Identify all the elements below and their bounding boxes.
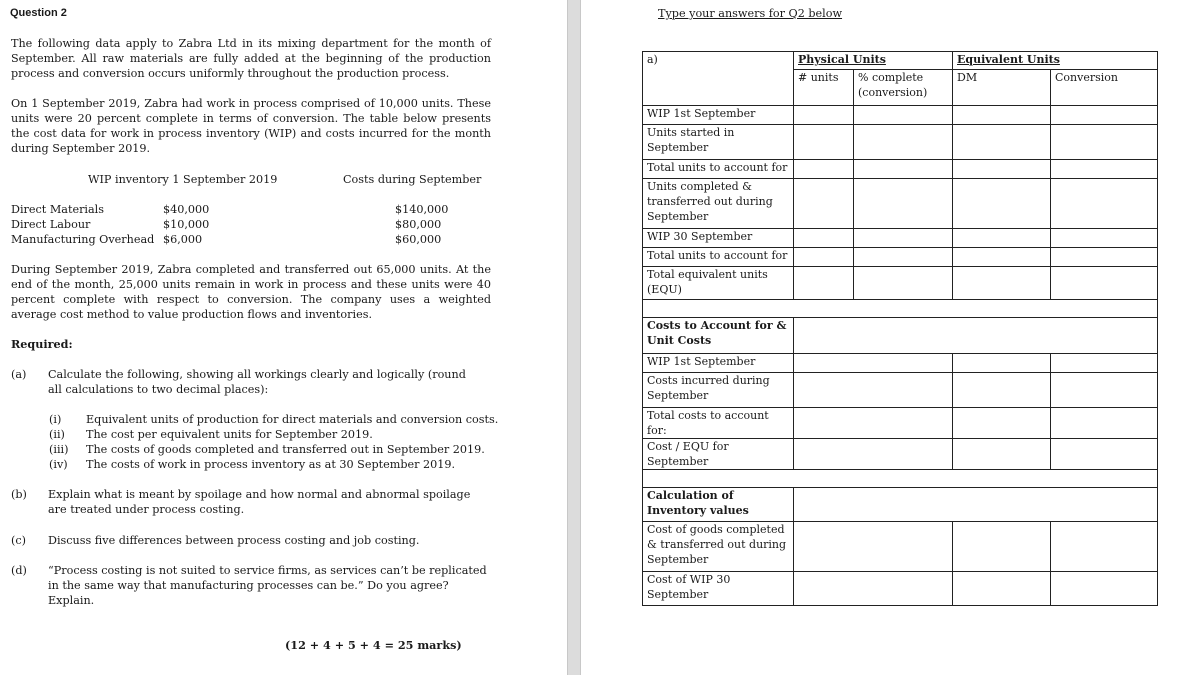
row-label: Cost / EQU for September (643, 439, 794, 470)
answer-cell[interactable] (953, 248, 1051, 267)
sub-text: Equivalent units of production for direct materials and conversion costs. (86, 413, 499, 426)
answer-cell[interactable] (1051, 179, 1158, 229)
answer-cell[interactable] (794, 267, 854, 300)
answer-cell[interactable] (794, 488, 1158, 522)
answer-cell[interactable] (854, 160, 953, 179)
answer-cell[interactable] (794, 439, 953, 470)
conversion-col-header: Conversion (1051, 70, 1158, 106)
answer-cell[interactable] (1051, 439, 1158, 470)
answer-cell[interactable] (1051, 354, 1158, 373)
answer-cell[interactable] (953, 373, 1051, 408)
costs-column-header: Costs during September (343, 173, 482, 186)
part-c-label: (c) (11, 534, 26, 547)
part-a-label: (a) (11, 368, 27, 381)
sub-text: The costs of work in process inventory as at 30 September 2019. (86, 458, 456, 471)
answer-cell[interactable] (1051, 160, 1158, 179)
cost-row-wip: $6,000 (163, 233, 203, 246)
answer-cell[interactable] (953, 408, 1051, 439)
spacer-row (643, 300, 1158, 318)
answer-cell[interactable] (794, 229, 854, 248)
answer-cell[interactable] (1051, 125, 1158, 160)
row-label: WIP 1st September (643, 354, 794, 373)
answer-cell[interactable] (794, 179, 854, 229)
spacer-row (643, 470, 1158, 488)
answer-cell[interactable] (794, 572, 953, 606)
cost-row-label: Direct Labour (11, 218, 91, 231)
cost-row-label: Manufacturing Overhead (11, 233, 155, 246)
physical-units-header: Physical Units (794, 52, 953, 70)
part-a-text: Calculate the following, showing all workings clearly and logically (round all calculations to two decimal places): (48, 368, 466, 396)
row-label: Total units to account for (643, 248, 794, 267)
row-label: Cost of goods completed & transferred out during September (643, 522, 794, 572)
answer-cell[interactable] (953, 160, 1051, 179)
row-label: Total equivalent units (EQU) (643, 267, 794, 300)
row-label: Total units to account for (643, 160, 794, 179)
answer-cell[interactable] (1051, 408, 1158, 439)
answer-cell[interactable] (953, 572, 1051, 606)
answer-cell[interactable] (953, 179, 1051, 229)
row-label: Total costs to account for: (643, 408, 794, 439)
cost-row-label: Direct Materials (11, 203, 104, 216)
answer-cell[interactable] (953, 125, 1051, 160)
cost-row-cost: $140,000 (395, 203, 449, 216)
marks-summary: (12 + 4 + 5 + 4 = 25 marks) (285, 638, 462, 652)
sub-number: (ii) (49, 428, 65, 441)
wip-column-header: WIP inventory 1 September 2019 (88, 173, 278, 186)
cost-row-cost: $80,000 (395, 218, 442, 231)
required-heading: Required: (11, 337, 73, 351)
row-label: WIP 30 September (643, 229, 794, 248)
question-title: Question 2 (10, 7, 67, 19)
sub-text: The costs of goods completed and transferred out in September 2019. (86, 443, 485, 456)
answer-page (581, 0, 1188, 675)
part-d-text: “Process costing is not suited to service firms, as services can’t be replicated in the same way that manufacturing processes can be.” Do you agree? Explain. (48, 564, 487, 607)
answer-cell[interactable] (1051, 106, 1158, 125)
answer-cell[interactable] (794, 354, 953, 373)
part-b-label: (b) (11, 488, 27, 501)
sub-number: (iii) (49, 443, 69, 456)
answer-cell[interactable] (1051, 267, 1158, 300)
intro-paragraph: The following data apply to Zabra Ltd in its mixing department for the month of September. All raw materials are fully added at the beginning of the production process and conversion occurs uniformly throughout the production process. (11, 37, 491, 80)
answer-cell[interactable] (953, 522, 1051, 572)
answer-cell[interactable] (854, 106, 953, 125)
answer-cell[interactable] (953, 354, 1051, 373)
row-label: Cost of WIP 30 September (643, 572, 794, 606)
sub-number: (i) (49, 413, 62, 426)
part-a-marker: a) (647, 53, 658, 66)
sub-number: (iv) (49, 458, 68, 471)
answer-cell[interactable] (953, 106, 1051, 125)
question-page (0, 0, 567, 675)
answer-cell[interactable] (794, 373, 953, 408)
answer-cell[interactable] (1051, 248, 1158, 267)
answer-cell[interactable] (953, 229, 1051, 248)
section-header: Calculation of Inventory values (643, 488, 794, 522)
part-c-text: Discuss five differences between process costing and job costing. (48, 534, 420, 547)
answer-cell[interactable] (1051, 572, 1158, 606)
answer-cell[interactable] (854, 248, 953, 267)
equivalent-units-header: Equivalent Units (953, 52, 1158, 70)
section-header: Costs to Account for & Unit Costs (643, 318, 794, 354)
answer-table (642, 51, 1158, 606)
units-col-header: # units (794, 70, 854, 106)
cost-row-cost: $60,000 (395, 233, 442, 246)
answer-cell[interactable] (854, 229, 953, 248)
page-gutter (567, 0, 581, 675)
row-label: Costs incurred during September (643, 373, 794, 408)
answer-cell[interactable] (953, 439, 1051, 470)
complete-col-header: % complete (conversion) (854, 70, 953, 106)
answer-cell[interactable] (1051, 373, 1158, 408)
answer-cell[interactable] (1051, 229, 1158, 248)
part-d-label: (d) (11, 564, 27, 577)
answer-cell[interactable] (794, 106, 854, 125)
answer-title: Type your answers for Q2 below (658, 7, 843, 20)
answer-cell[interactable] (794, 522, 953, 572)
answer-cell[interactable] (794, 318, 1158, 354)
answer-cell[interactable] (854, 179, 953, 229)
answer-cell[interactable] (953, 267, 1051, 300)
answer-cell[interactable] (1051, 522, 1158, 572)
part-b-text: Explain what is meant by spoilage and how normal and abnormal spoilage are treated under process costing. (48, 488, 471, 516)
dm-col-header: DM (953, 70, 1051, 106)
part-a-cell (643, 52, 794, 106)
answer-cell[interactable] (794, 125, 854, 160)
answer-cell[interactable] (854, 267, 953, 300)
answer-cell[interactable] (794, 408, 953, 439)
answer-cell[interactable] (854, 125, 953, 160)
row-label: WIP 1st September (643, 106, 794, 125)
cost-row-wip: $40,000 (163, 203, 210, 216)
row-label: Units completed & transferred out during September (643, 179, 794, 229)
row-label: Units started in September (643, 125, 794, 160)
answer-cell[interactable] (794, 160, 854, 179)
wip-paragraph: On 1 September 2019, Zabra had work in process comprised of 10,000 units. These units were 20 percent complete in terms of conversion. The table below presents the cost data for work in process inventory (WIP) and costs incurred for the month during September 2019. (11, 97, 491, 155)
sub-text: The cost per equivalent units for September 2019. (86, 428, 373, 441)
answer-cell[interactable] (794, 248, 854, 267)
completion-paragraph: During September 2019, Zabra completed and transferred out 65,000 units. At the end of the month, 25,000 units remain in work in process and these units were 40 percent complete with respect to conversion. The company uses a weighted average cost method to value production flows and inventories. (11, 263, 491, 321)
cost-row-wip: $10,000 (163, 218, 210, 231)
